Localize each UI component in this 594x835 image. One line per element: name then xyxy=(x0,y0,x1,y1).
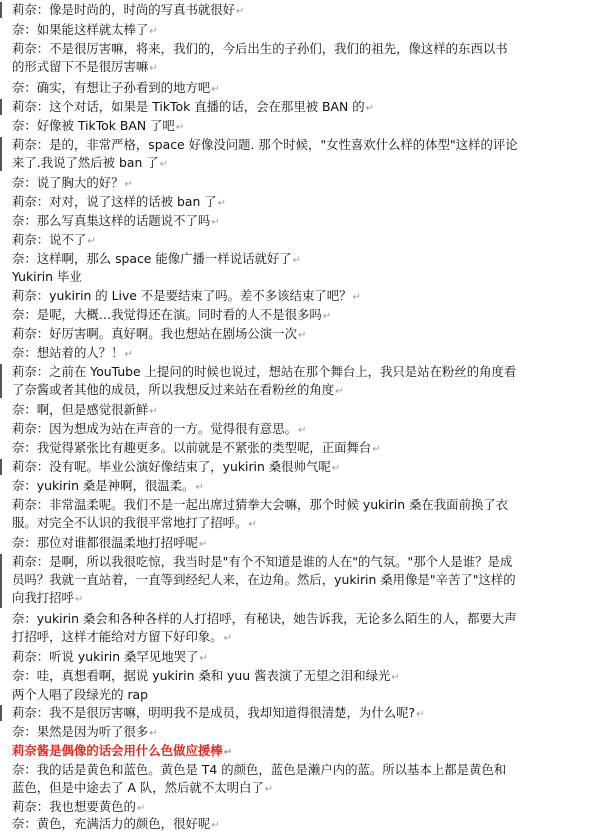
paragraph-mark: ↵ xyxy=(248,519,257,530)
paragraph-mark: ↵ xyxy=(297,425,307,436)
document-line: 奈：黄色，充满活力的颜色，很好呢↵ xyxy=(12,816,220,831)
document-line: 莉奈：是的，非常严格，space 好像没问题. 那个时候，"女性喜欢什么样的体型"这样的评论来了.我说了然后被 ban 了↵ xyxy=(12,137,518,170)
paragraph-mark: ↵ xyxy=(223,633,233,644)
document-line: 奈：确实，有想让子孙看到的地方吧↵ xyxy=(12,80,220,95)
paragraph-mark: ↵ xyxy=(322,311,332,322)
paragraph-mark: ↵ xyxy=(292,255,302,266)
document-line: 莉奈：之前在 YouTube 上提问的时候也说过，想站在那个舞台上，我只是站在粉丝的角度看了奈酱或者其他的成员，所以我想反过来站在看粉丝的角度↵ xyxy=(12,364,517,397)
document-line: 莉奈：我也想要黄色的↵ xyxy=(12,799,146,814)
paragraph-mark: ↵ xyxy=(198,539,208,550)
document-line: 莉奈：没有呢。毕业公演好像结束了，yukirin 桑很帅气呢↵ xyxy=(12,459,341,474)
paragraph-mark: ↵ xyxy=(149,63,158,74)
document-line: 奈：啊，但是感觉很新鲜↵ xyxy=(12,402,158,417)
margin-bar xyxy=(0,137,2,171)
paragraph-mark: ↵ xyxy=(199,653,208,664)
paragraph-mark: ↵ xyxy=(175,122,185,133)
paragraph-mark: ↵ xyxy=(372,444,381,455)
paragraph-mark: ↵ xyxy=(217,198,227,209)
paragraph-mark: ↵ xyxy=(223,747,233,758)
document-line: 奈：那位对谁都很温柔地打招呼呢↵ xyxy=(12,535,208,550)
paragraph-mark: ↵ xyxy=(195,482,204,493)
document-line: 莉奈：我不是很厉害嘛，明明我不是成员，我却知道得很清楚，为什么呢?↵ xyxy=(12,705,425,720)
paragraph-mark: ↵ xyxy=(297,330,307,341)
paragraph-mark: ↵ xyxy=(124,179,133,190)
document-line: 奈：yukirin 桑会和各种各样的人打招呼，有秘诀，她告诉我，无论多么陌生的人，都要大声打招呼，这样才能给对方留下好印象。↵ xyxy=(12,611,517,644)
document-line: 莉奈：对对，说了这样的话被 ban 了↵ xyxy=(12,194,227,209)
document-line: 奈：我的话是黄色和蓝色。黄色是 T4 的颜色，蓝色是濑户内的蓝。所以基本上都是黄色和蓝色，但是中途去了 A 队，然后就不太明白了↵ xyxy=(12,762,507,795)
paragraph-mark: ↵ xyxy=(335,386,344,397)
document-line: 莉奈：听说 yukirin 桑罕见地哭了↵ xyxy=(12,649,208,664)
paragraph-mark: ↵ xyxy=(264,784,274,795)
paragraph-mark: ↵ xyxy=(211,84,220,95)
paragraph-mark: ↵ xyxy=(391,672,400,683)
paragraph-mark: ↵ xyxy=(236,6,245,17)
document-line: 奈：是呢，大概…我觉得还在演。同时看的人不是很多吗↵ xyxy=(12,307,332,322)
paragraph-mark: ↵ xyxy=(124,349,133,360)
document-line: 奈：说了胸大的好？↵ xyxy=(12,175,133,190)
paragraph-mark: ↵ xyxy=(136,803,146,814)
document-line: 奈：果然是因为听了很多↵ xyxy=(12,724,158,739)
document-line: 奈：那么写真集这样的话题说不了吗↵ xyxy=(12,213,220,228)
paragraph-mark: ↵ xyxy=(211,820,220,831)
paragraph-mark: ↵ xyxy=(149,728,158,739)
paragraph-mark: ↵ xyxy=(352,292,361,303)
document-line: 奈：我觉得紧张比有趣更多。以前就是不紧张的类型呢，正面舞台↵ xyxy=(12,440,381,455)
document-line: 奈：这样啊，那么 space 能像广播一样说话就好了↵ xyxy=(12,251,302,266)
document-line: 奈：yukirin 桑是神啊，很温柔。↵ xyxy=(12,478,204,493)
paragraph-mark: ↵ xyxy=(211,217,220,228)
document-line: 莉奈：非常温柔呢。我们不是一起出席过猜拳大会嘛，那个时候 yukirin 桑在我面前换了衣服。对完全不认识的我很平常地打了招呼。↵ xyxy=(12,497,509,530)
document-line: 莉奈：yukirin 的 Live 不是要结束了吗。差不多该结束了吧？↵ xyxy=(12,288,361,303)
paragraph-mark: ↵ xyxy=(365,103,375,114)
margin-bar xyxy=(0,554,2,608)
document-line: 奈：想站着的人？！↵ xyxy=(12,345,133,360)
paragraph-mark: ↵ xyxy=(149,26,158,37)
document-line: 莉奈：好厉害啊。真好啊。我也想站在剧场公演一次↵ xyxy=(12,326,307,341)
paragraph-mark: ↵ xyxy=(416,709,425,720)
section-heading: 莉奈酱是偶像的话会用什么色做应援棒↵ xyxy=(12,743,233,758)
paragraph-mark: ↵ xyxy=(74,594,84,605)
margin-bar xyxy=(0,2,2,18)
document-line: 两个人唱了段绿光的 rap xyxy=(12,687,149,702)
margin-bar xyxy=(0,705,2,721)
paragraph-mark: ↵ xyxy=(331,463,341,474)
document-line: 莉奈：这个对话，如果是 TikTok 直播的话，会在那里被 BAN 的↵ xyxy=(12,99,375,114)
paragraph-mark: ↵ xyxy=(87,236,96,247)
paragraph-mark: ↵ xyxy=(149,406,158,417)
document-line: 莉奈：说不了↵ xyxy=(12,232,96,247)
document-line: 奈：哇，真想看啊，据说 yukirin 桑和 yuu 酱表演了无望之泪和绿光↵ xyxy=(12,668,400,683)
document-line: 莉奈：因为想成为站在声音的一方。觉得很有意思。↵ xyxy=(12,421,307,436)
margin-bar xyxy=(0,364,2,398)
document-line: 奈：好像被 TikTok BAN 了吧↵ xyxy=(12,118,185,133)
margin-bar xyxy=(0,459,2,475)
document-line: 奈：如果能这样就太棒了↵ xyxy=(12,22,158,37)
document-line: 莉奈：不是很厉害嘛，将来，我们的，今后出生的子孙们，我们的祖先，像这样的东西以书的形式留下不是很厉害嘛↵ xyxy=(12,41,508,74)
paragraph-mark: ↵ xyxy=(159,159,169,170)
margin-bar xyxy=(0,99,2,115)
section-heading: Yukirin 毕业 xyxy=(12,269,82,284)
document-line: 莉奈：像是时尚的，时尚的写真书就很好↵ xyxy=(12,2,245,17)
document-line: 莉奈：是啊，所以我很吃惊，我当时是"有个不知道是谁的人在"的气氛。"那个人是谁？是成员吗？我就一直站着，一直等到经纪人来，在边角。然后，yukirin 桑用像是"辛苦了"这样的向我打招呼↵ xyxy=(12,554,516,605)
